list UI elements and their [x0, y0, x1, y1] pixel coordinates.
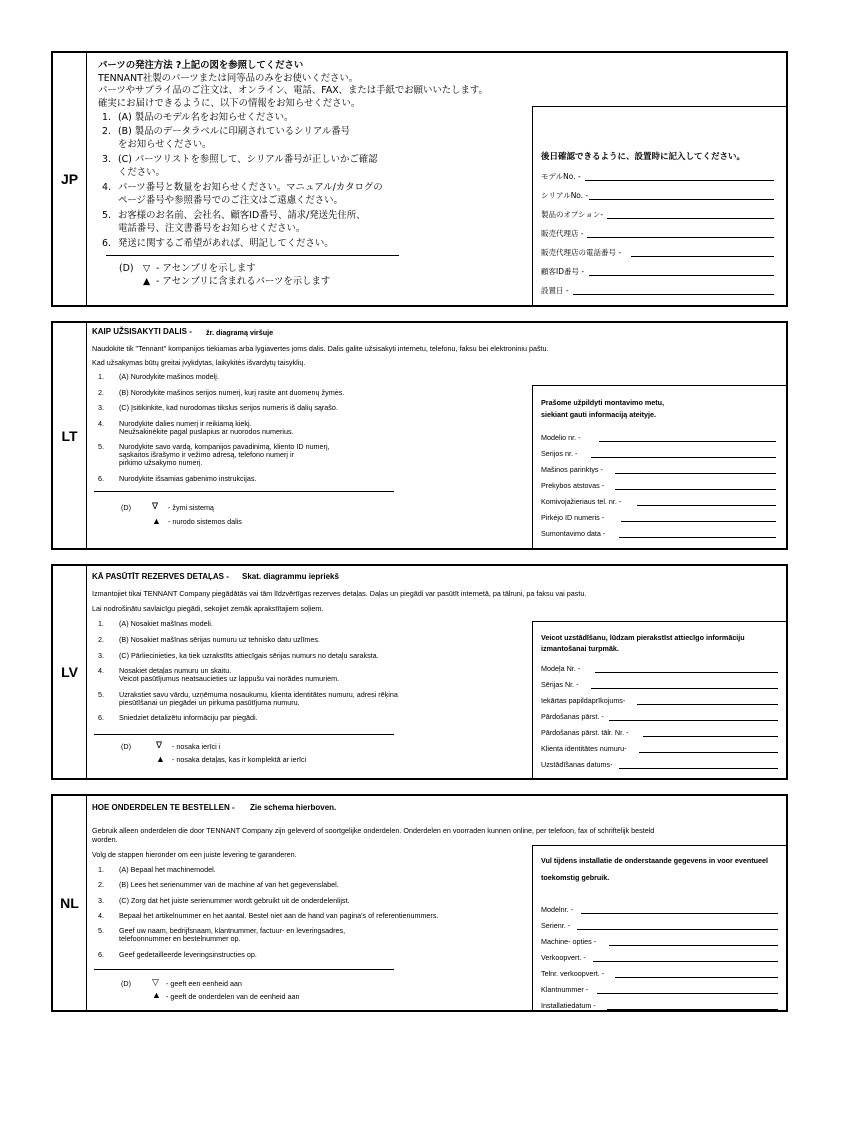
step-number: 5. — [98, 690, 104, 699]
step-number: 1. — [98, 865, 104, 874]
field-label: Prekybos atstovas - — [541, 481, 605, 490]
field-label: Mašinos parinktys - — [541, 465, 603, 474]
field-input[interactable] — [619, 768, 778, 769]
step-number: 4. — [98, 419, 104, 428]
legend-text: - nurodo sistemos dalis — [168, 517, 242, 526]
legend-text: - アセンブリを示します — [156, 263, 256, 274]
field-input[interactable] — [639, 752, 778, 753]
field-input[interactable] — [609, 945, 778, 946]
filled-triangle-icon: ▲ — [143, 276, 151, 287]
intro-line: worden. — [92, 835, 118, 844]
divider — [106, 255, 399, 256]
divider — [94, 969, 394, 970]
language-code: JP — [53, 53, 87, 305]
step-number: 3. — [98, 403, 104, 412]
step-text: piesūtīšanai un piegādei un pirkuma pasūtījuma numuru. — [119, 698, 300, 707]
legend-label: (D) — [119, 263, 134, 274]
legend-text: - nosaka detaļas, kas ir komplektā ar ierīci — [172, 755, 307, 764]
step-text: (A) Nosakiet mašīnas modeli. — [119, 619, 213, 628]
step-text: Uzrakstiet savu vārdu, uzņēmuma nosaukumu, klienta identitātes numuru, adresi rēķina — [119, 690, 398, 699]
field-input[interactable] — [577, 929, 778, 930]
open-triangle-icon: ∇ — [152, 501, 159, 511]
step-text: sąskaitos išrašymo ir vežimo adresą, telefono numerį ir — [119, 450, 294, 459]
field-input[interactable] — [615, 473, 776, 474]
field-label: Telnr. verkoopvert. - — [541, 969, 605, 978]
legend-label: (D) — [121, 742, 131, 751]
language-code: LT — [53, 323, 87, 548]
field-label: Iekārtas papildaprīkojums- — [541, 696, 626, 705]
section-heading: HOE ONDERDELEN TE BESTELLEN - — [92, 803, 235, 812]
step-text: (C) パーツリストを参照して、シリアル番号が正しいかご確認 — [118, 154, 378, 165]
installation-panel — [532, 621, 786, 778]
step-text: pirkimo užsakymo numerį. — [119, 458, 203, 467]
step-text: Nosakiet detaļas numuru un skaitu. — [119, 666, 232, 675]
step-number: 3. — [98, 651, 104, 660]
field-label: Serienr. - — [541, 921, 571, 930]
intro-line: Izmantojiet tikai TENNANT Company piegādātās vai tām līdzvērtīgas rezerves detaļas. Daļas un piegādi var pasūtīt internetā, pa tālruni, pa faksu vai pastu. — [92, 589, 587, 598]
installation-panel — [532, 385, 786, 548]
intro-line: TENNANT社製のパーツまたは同等品のみをお使いください。 — [98, 73, 359, 84]
step-text: Neužsakinėkite pagal puslapius ar nuorodos numerius. — [119, 427, 294, 436]
field-input[interactable] — [587, 237, 774, 238]
step-text: Veicot pasūtījumus neatsaucieties uz lappušu vai norādes numuriem. — [119, 674, 340, 683]
intro-line: Gebruik alleen onderdelen die door TENNANT Company zijn geleverd of soortgelijke onderdelen. Onderdelen en voorraden kunnen online, per telefoon, fax of schriftelijk besteld — [92, 826, 655, 835]
step-number: 6. — [98, 950, 104, 959]
field-input[interactable] — [631, 256, 774, 257]
step-text: (C) Zorg dat het juiste serienummer wordt gebruikt uit de onderdelenlijst. — [119, 896, 350, 905]
step-text: Geef gedetailleerde leveringsinstructies op. — [119, 950, 257, 959]
field-input[interactable] — [593, 961, 778, 962]
step-text: をお知らせください。 — [118, 139, 212, 150]
field-label: Modelio nr. - — [541, 433, 581, 442]
field-label: 販売代理店の電話番号 - — [541, 248, 622, 257]
divider — [94, 734, 394, 735]
filled-triangle-icon: ▲ — [152, 990, 161, 1000]
step-number: 4. — [98, 666, 104, 675]
legend-label: (D) — [121, 503, 131, 512]
field-label: Modelnr. - — [541, 905, 573, 914]
field-label: Uzstādīšanas datums- — [541, 760, 613, 769]
section-lt — [51, 321, 788, 550]
step-text: (A) Bepaal het machinemodel. — [119, 865, 216, 874]
step-number: 3. — [98, 896, 104, 905]
step-text: (A) Nurodykite mašinos modelį. — [119, 372, 219, 381]
field-label: Pārdošanas pārst. - — [541, 712, 604, 721]
panel-title: 後日確認できるように、設置時に記入してください。 — [541, 152, 746, 162]
field-label: Machine- opties - — [541, 937, 597, 946]
section-nl — [51, 794, 788, 1012]
step-number: 4. — [98, 911, 104, 920]
legend-label: (D) — [121, 979, 131, 988]
step-number: 1. — [98, 372, 104, 381]
field-input[interactable] — [591, 457, 776, 458]
field-label: Serijos nr. - — [541, 449, 578, 458]
field-input[interactable] — [615, 489, 776, 490]
panel-title: siekiant gauti informaciją ateityje. — [541, 410, 657, 419]
installation-panel — [532, 845, 786, 1010]
field-input[interactable] — [599, 441, 776, 442]
field-label: Verkoopvert. - — [541, 953, 586, 962]
section-heading-sub: Zie schema hierboven. — [250, 803, 337, 812]
field-label: Klantnummer - — [541, 985, 589, 994]
step-text: Nurodykite išsamias gabenimo instrukcijas. — [119, 474, 257, 483]
field-input[interactable] — [643, 736, 778, 737]
step-number: 5. — [98, 926, 104, 935]
field-label: Sērijas Nr. - — [541, 680, 579, 689]
section-heading: KAIP UŽSISAKYTI DALIS - — [92, 327, 192, 336]
step-number: 1. — [98, 619, 104, 628]
field-label: 設置日 - — [541, 286, 569, 295]
field-input[interactable] — [581, 913, 778, 914]
field-label: モデルNo. - — [541, 172, 581, 181]
field-label: 製品のオプション- — [541, 210, 604, 219]
intro-line: パーツやサプライ品のご注文は、オンライン、電話、FAX、または手紙でお願いいたします。 — [98, 85, 488, 96]
legend-text: - geeft een eenheid aan — [166, 979, 242, 988]
step-text: 電話番号、注文書番号をお知らせください。 — [118, 223, 306, 234]
step-text: Geef uw naam, bedrijfsnaam, klantnummer, factuur- en leveringsadres, — [119, 926, 346, 935]
field-label: Klienta identitātes numuru- — [541, 744, 627, 753]
field-input[interactable] — [573, 294, 774, 295]
step-text: (B) Norodykite mašinos serijos numerį, kurį rasite ant duomenų žymės. — [119, 388, 345, 397]
language-code: NL — [53, 796, 87, 1010]
panel-title: izmantošanai turpmāk. — [541, 644, 619, 653]
intro-line: 確実にお届けできるように、以下の情報をお知らせください。 — [98, 98, 361, 109]
step-number: 3. — [102, 154, 111, 165]
panel-title: Veicot uzstādīšanu, lūdzam pierakstīst attiecīgo informāciju — [541, 633, 745, 642]
field-input[interactable] — [585, 180, 774, 181]
step-text: お客様のお名前、会社名、顧客ID番号、請求/発送先住所、 — [118, 210, 366, 221]
step-number: 4. — [102, 182, 111, 193]
step-number: 2. — [98, 388, 104, 397]
open-triangle-icon: ▽ — [152, 977, 159, 987]
section-lv — [51, 564, 788, 780]
field-label: Modeļa Nr. - — [541, 664, 581, 673]
step-number: 6. — [102, 238, 111, 249]
field-input[interactable] — [609, 720, 778, 721]
step-number: 2. — [98, 635, 104, 644]
step-number: 1. — [102, 112, 111, 123]
step-text: パーツ番号と数量をお知らせください。マニュアル/カタログの — [118, 182, 383, 193]
open-triangle-icon: ▽ — [143, 263, 151, 274]
field-input[interactable] — [589, 275, 774, 276]
panel-title: Prašome užpildyti montavimo metu, — [541, 398, 665, 407]
step-text: ください。 — [118, 167, 165, 178]
legend-text: - žymi sistemą — [168, 503, 214, 512]
step-text: telefoonnummer en bestelnummer op. — [119, 934, 241, 943]
step-text: Sniedziet detalizētu informāciju par piegādi. — [119, 713, 258, 722]
field-input[interactable] — [589, 199, 774, 200]
field-input[interactable] — [637, 505, 776, 506]
field-input[interactable] — [595, 672, 778, 673]
field-label: Installatiedatum - — [541, 1001, 596, 1010]
field-label: シリアルNo. - — [541, 191, 589, 200]
panel-title: toekomstig gebruik. — [541, 873, 610, 882]
step-number: 6. — [98, 713, 104, 722]
legend-text: - nosaka ierīci i — [172, 742, 221, 751]
field-input[interactable] — [591, 688, 778, 689]
language-code: LV — [53, 566, 87, 778]
field-label: Pirkėjo ID numeris - — [541, 513, 605, 522]
intro-line: Naudokite tik "Tennant" kompanijos tiekiamas arba lygiavertes joms dalis. Dalis galite užsisakyti internetu, telefonu, faksu bei elektroniniu paštu. — [92, 344, 549, 353]
step-number: 5. — [98, 442, 104, 451]
field-label: 顧客ID番号 - — [541, 267, 585, 276]
step-text: (A) 製品のモデル名をお知らせください。 — [118, 112, 294, 123]
section-heading-sub: žr. diagramą viršuje — [206, 328, 274, 337]
field-input[interactable] — [597, 993, 778, 994]
step-text: Nurodykite savo vardą, kompanijos pavadinimą, kliento ID numerį, — [119, 442, 330, 451]
step-text: Nurodykite dalies numerį ir reikiamą kiekį. — [119, 419, 252, 428]
legend-text: - geeft de onderdelen van de eenheid aan — [166, 992, 300, 1001]
step-text: (C) Įsitikinkite, kad nurodomas tikslus serijos numeris iš dalių sąrašo. — [119, 403, 338, 412]
field-input[interactable] — [607, 1009, 778, 1010]
intro-line: Volg de stappen hieronder om een juiste levering te garanderen. — [92, 850, 297, 859]
step-number: 2. — [102, 126, 111, 137]
step-number: 5. — [102, 210, 111, 221]
step-text: (B) 製品のデータラベルに印刷されているシリアル番号 — [118, 126, 350, 137]
field-label: Sumontavimo data - — [541, 529, 606, 538]
field-input[interactable] — [619, 537, 776, 538]
field-label: 販売代理店 - — [541, 229, 584, 238]
section-jp — [51, 51, 788, 307]
section-heading: パーツの発注方法 ?上記の図を参照してください — [98, 60, 304, 71]
legend-text: - アセンブリに含まれるパーツを示します — [156, 276, 331, 287]
installation-panel — [532, 106, 786, 305]
step-number: 2. — [98, 880, 104, 889]
field-input[interactable] — [621, 521, 776, 522]
step-text: (B) Lees het serienummer van de machine af van het gegevenslabel. — [119, 880, 339, 889]
step-number: 6. — [98, 474, 104, 483]
step-text: (B) Nosakiet mašīnas sērijas numuru uz tehnisko datu uzlīmes. — [119, 635, 320, 644]
step-text: (C) Pārliecinieties, ka tiek uzrakstīts attiecīgais sērijas numurs no detaļu saraksta. — [119, 651, 379, 660]
step-text: 発送に関するご希望があれば、明記してください。 — [118, 238, 334, 249]
step-text: ページ番号や参照番号でのご注文はご遠慮ください。 — [118, 195, 343, 206]
intro-line: Kad užsakymas būtų greitai įvykdytas, laikykitės išvardytų taisyklių. — [92, 358, 306, 367]
divider — [94, 491, 394, 492]
section-heading-sub: Skat. diagrammu iepriekš — [242, 572, 339, 581]
field-label: Komivojažieriaus tel. nr. - — [541, 497, 622, 506]
open-triangle-icon: ∇ — [156, 740, 163, 750]
filled-triangle-icon: ▲ — [156, 754, 165, 764]
field-input[interactable] — [607, 218, 774, 219]
panel-title: Vul tijdens installatie de onderstaande gegevens in voor eventueel — [541, 856, 769, 865]
step-text: Bepaal het artikelnummer en het aantal. Bestel niet aan de hand van pagina's of referentienummers. — [119, 911, 439, 920]
intro-line: Lai nodrošinātu savlaicīgu piegādi, sekojiet zemāk aprakstītajiem soļiem. — [92, 604, 324, 613]
section-heading: KĀ PASŪTĪT REZERVES DETAĻAS - — [92, 572, 229, 581]
field-label: Pārdošanas pārst. tālr. Nr. - — [541, 728, 629, 737]
field-input[interactable] — [637, 704, 778, 705]
field-input[interactable] — [615, 977, 778, 978]
filled-triangle-icon: ▲ — [152, 516, 161, 526]
